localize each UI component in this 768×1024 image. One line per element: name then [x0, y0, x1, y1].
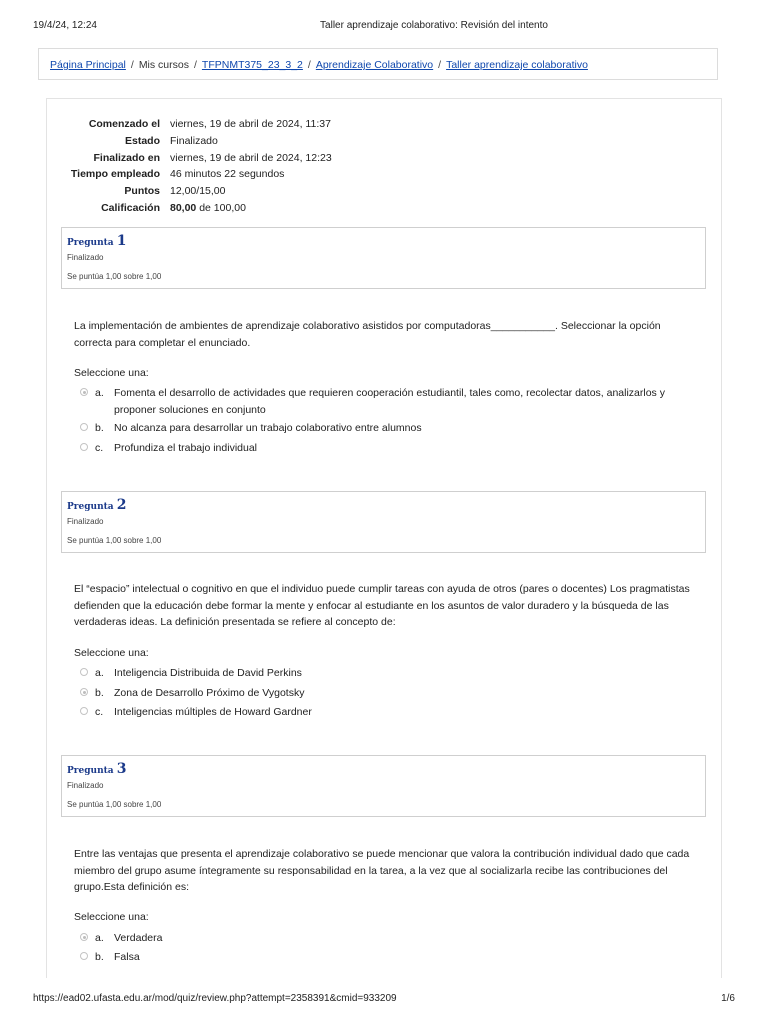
breadcrumb-activity-link[interactable]: Taller aprendizaje colaborativo [446, 59, 588, 71]
question-text: El “espacio” intelectual o cognitivo en que el individuo puede cumplir tareas con ayuda de otros (pares o docentes) Los pragmatistas defienden que la educación debe formar la mente y enfocar al estudiante en los asuntos de valor duradero y la búsqueda de las verdaderas ideas. La definición presentada se refiere al concepto de: [74, 583, 690, 628]
grade-suffix: de 100,00 [199, 201, 246, 214]
answer-option[interactable] [80, 949, 690, 966]
print-date: 19/4/24, 12:24 [33, 20, 97, 31]
question-grade: Se puntúa 1,00 sobre 1,00 [67, 800, 162, 809]
question-text: La implementación de ambientes de aprendizaje colaborativo asistidos por computadoras___________. Seleccionar la opción correcta para completar el enunciado. [74, 320, 661, 349]
breadcrumb-section-link[interactable]: Aprendizaje Colaborativo [315, 59, 434, 71]
question-number: 3 [116, 761, 127, 777]
answer-letter: b. [95, 951, 104, 963]
summary-row-state [46, 133, 546, 150]
question-info-box [61, 755, 706, 817]
answer-text: Inteligencias múltiples de Howard Gardner [114, 706, 312, 718]
print-header [0, 0, 768, 40]
radio-button-checked[interactable] [80, 688, 88, 696]
answer-text: Zona de Desarrollo Próximo de Vygotsky [114, 687, 305, 699]
answer-prompt: Seleccione una: [74, 647, 149, 659]
answer-letter: c. [95, 442, 104, 454]
print-page-number: 1/6 [721, 993, 735, 1004]
question-number: 2 [116, 497, 127, 513]
breadcrumb [38, 48, 718, 80]
answer-letter: b. [95, 422, 104, 434]
breadcrumb-course-link[interactable]: TFPNMT375_23_3_2 [201, 59, 303, 71]
answer-option[interactable] [80, 704, 690, 721]
answer-prompt: Seleccione una: [74, 367, 149, 379]
question-state: Finalizado [67, 253, 104, 262]
question-grade: Se puntúa 1,00 sobre 1,00 [67, 272, 162, 281]
radio-button[interactable] [80, 443, 88, 451]
question-info-box [61, 227, 706, 289]
radio-button[interactable] [80, 423, 88, 431]
answer-text: Verdadera [114, 932, 163, 944]
summary-row-points [46, 183, 546, 200]
question-state: Finalizado [67, 781, 104, 790]
answer-option[interactable] [80, 685, 690, 702]
summary-value: 46 minutos 22 segundos [170, 168, 285, 181]
breadcrumb-home-link[interactable]: Página Principal [50, 59, 126, 71]
summary-value [170, 200, 246, 217]
breadcrumb-separator: / [130, 59, 134, 71]
answer-text: Profundiza el trabajo individual [114, 442, 258, 454]
question-title-word: Pregunta [67, 766, 114, 776]
print-footer [0, 992, 768, 1012]
answer-text: Inteligencia Distribuida de David Perkins [114, 667, 302, 679]
summary-label: Tiempo empleado [70, 168, 160, 181]
question-title [67, 233, 127, 249]
print-document-title: Taller aprendizaje colaborativo: Revisión del intento [320, 20, 548, 31]
summary-label: Finalizado en [93, 151, 160, 164]
summary-label: Estado [124, 134, 160, 147]
answer-letter: b. [95, 687, 104, 699]
summary-value: viernes, 19 de abril de 2024, 11:37 [170, 118, 331, 130]
summary-label: Puntos [124, 185, 160, 198]
summary-value: viernes, 19 de abril de 2024, 12:23 [170, 151, 332, 164]
summary-value: 12,00/15,00 [170, 185, 226, 198]
answer-letter: a. [95, 667, 104, 679]
radio-button-checked[interactable] [80, 933, 88, 941]
answer-letter: a. [95, 387, 104, 399]
question-title-word: Pregunta [67, 502, 114, 512]
answer-option[interactable] [80, 930, 690, 947]
question-title [67, 761, 127, 777]
answer-option[interactable] [80, 420, 690, 437]
answer-option[interactable] [80, 665, 690, 682]
radio-button-checked[interactable] [80, 388, 88, 396]
breadcrumb-my-courses: Mis cursos [138, 59, 189, 71]
answer-text: No alcanza para desarrollar un trabajo colaborativo entre alumnos [114, 422, 422, 434]
question-title-word: Pregunta [67, 238, 114, 248]
summary-row-time-taken [46, 166, 546, 183]
answer-letter: c. [95, 706, 104, 718]
print-url: https://ead02.ufasta.edu.ar/mod/quiz/review.php?attempt=2358391&cmid=933209 [33, 993, 397, 1004]
breadcrumb-separator: / [307, 59, 311, 71]
summary-value: Finalizado [170, 134, 218, 147]
radio-button[interactable] [80, 707, 88, 715]
summary-label: Calificación [101, 201, 160, 214]
attempt-summary-table [46, 116, 546, 217]
question-text: Entre las ventajas que presenta el aprendizaje colaborativo se puede mencionar que valora la contribución individual dado que cada miembro del grupo asume íntegramente su responsabilidad en la tarea, a la vez que al socializarla recibe las contribuciones del grupo.Esta definición es: [74, 848, 690, 893]
answer-text: Falsa [114, 951, 140, 963]
breadcrumb-separator: / [194, 59, 197, 71]
answer-prompt: Seleccione una: [74, 911, 149, 923]
summary-label: Comenzado el [88, 118, 160, 130]
answer-option[interactable] [80, 385, 690, 418]
question-info-box [61, 491, 706, 553]
answer-option[interactable] [80, 440, 690, 457]
question-grade: Se puntúa 1,00 sobre 1,00 [67, 536, 162, 545]
question-number: 1 [116, 233, 127, 249]
summary-row-started [46, 116, 546, 133]
summary-row-finished [46, 150, 546, 167]
radio-button[interactable] [80, 668, 88, 676]
answer-letter: a. [95, 932, 104, 944]
question-state: Finalizado [67, 517, 104, 526]
question-title [67, 497, 127, 513]
answer-text: Fomenta el desarrollo de actividades que requieren cooperación estudiantil, tales como, recolectar datos, analizarlos y proponer soluciones en conjunto [114, 387, 665, 416]
radio-button[interactable] [80, 952, 88, 960]
grade-value: 80,00 [170, 201, 197, 214]
summary-row-grade [46, 200, 546, 217]
breadcrumb-separator: / [438, 59, 442, 71]
